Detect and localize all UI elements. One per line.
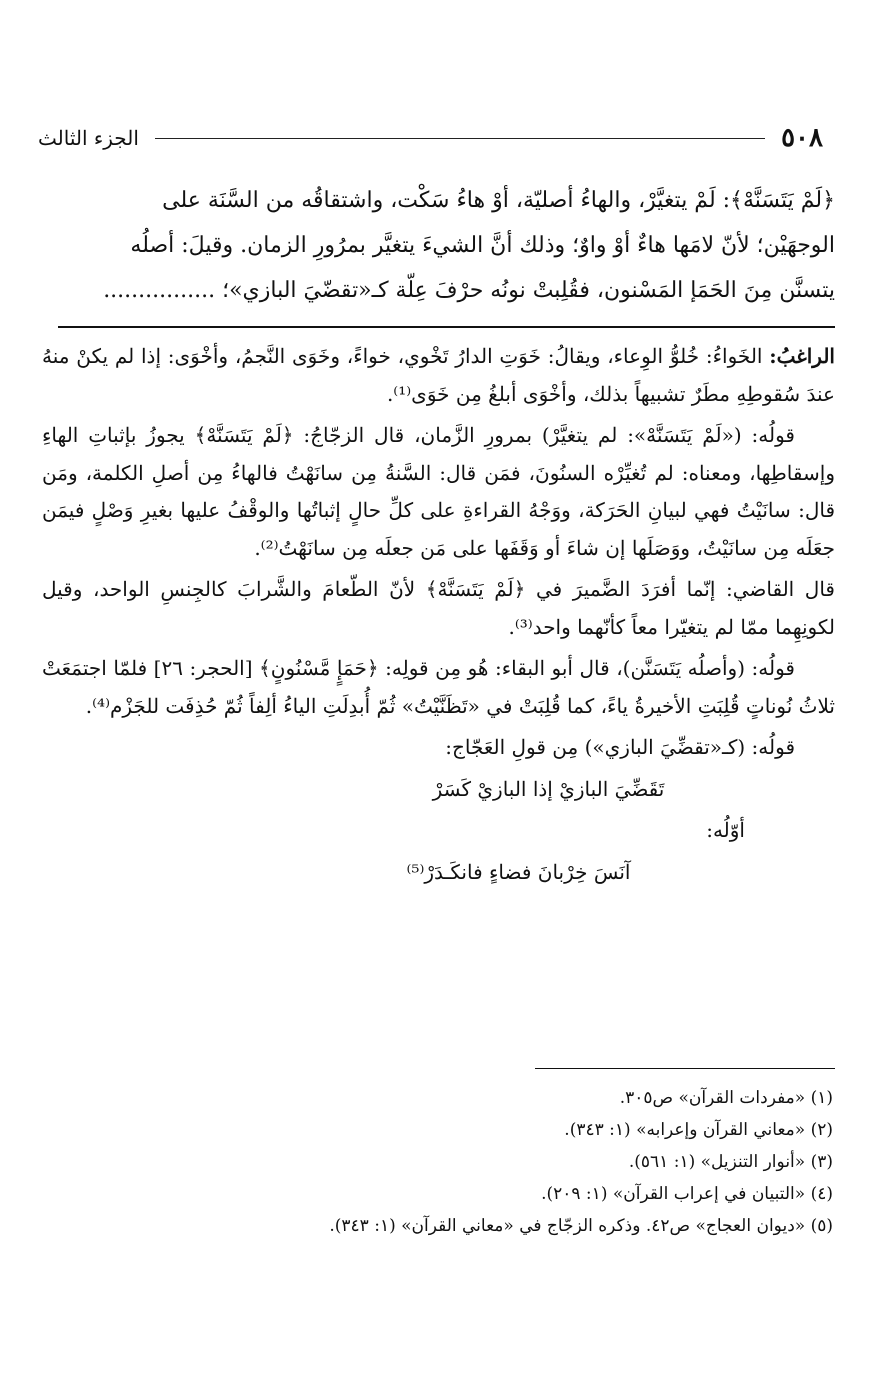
main-text-line: يتسنَّن مِنَ الحَمَإ المَسْنون، فقُلِبتْ نونُه حرْفَ عِلّة كـ«تقضّيَ البازي»؛ ................ bbox=[103, 278, 835, 303]
main-text bbox=[42, 178, 835, 313]
footnotes bbox=[42, 1082, 833, 1242]
footnote-divider bbox=[535, 1068, 835, 1069]
page-number: ٥٠٨ bbox=[781, 123, 823, 153]
footnote: (٢) «معاني القرآن وإعرابه» (١: ٣٤٣). bbox=[564, 1120, 833, 1140]
commentary bbox=[42, 338, 835, 895]
main-text-divider bbox=[58, 326, 835, 328]
footnote: (٣) «أنوار التنزيل» (١: ٥٦١). bbox=[628, 1152, 833, 1172]
commentary-paragraph: قولُه: (كـ«تقضِّيَ البازي») مِن قولِ العَجّاج: bbox=[445, 735, 795, 759]
part-title: الجزء الثالث bbox=[38, 126, 139, 150]
commentary-paragraph: قولُه: (وأصلُه يَتَسَنَّن)، قال أبو البقاء: هُو مِن قولِه: ﴿حَمَإٍ مَّسْنُونٍ﴾ [الحجر: ٢٦] فلمّا اجتمَعَتْ ثلاثُ نُوناتٍ قُلِبَتِ الأخيرةُ ياءً، كما قُلِبَتْ في «تَظَنَّيْتُ» ثُمّ أُبدِلَتِ الياءُ ألِفاً ثُمّ حُذِفَت للجَزْم⁽⁴⁾. bbox=[42, 656, 835, 718]
footnote: (١) «مفردات القرآن» ص٣٠٥. bbox=[619, 1088, 833, 1108]
poetry-verse: آنَسَ خِرْبانَ فضاءٍ فانكَـدَرْ⁽⁵⁾ bbox=[406, 859, 631, 884]
verse-intro: أوّلُه: bbox=[706, 818, 745, 842]
main-text-line: ﴿لَمْ يَتَسَنَّهْ﴾: لَمْ يتغيَّرْ، والهاءُ أصليّة، أوْ هاءُ سَكْت، واشتقاقُه من السَّنَة على bbox=[162, 188, 835, 213]
footnote: (٤) «التبيان في إعراب القرآن» (١: ٢٠٩). bbox=[541, 1184, 833, 1204]
commentary-paragraph bbox=[42, 338, 835, 413]
commentary-paragraph: قال القاضي: إنّما أفرَدَ الضَّميرَ في ﴿لَمْ يَتَسَنَّهْ﴾ لأنّ الطّعامَ والشَّرابَ كالجِنسِ الواحد، وقيل لكونِهِما ممّا لم يتغيّرا معاً كأنّهما واحد⁽³⁾. bbox=[42, 577, 835, 639]
footnote: (٥) «ديوان العجاج» ص٤٢. وذكره الزجّاج في «معاني القرآن» (١: ٣٤٣). bbox=[329, 1216, 833, 1236]
commentary-paragraph: قولُه: («لَمْ يَتَسَنَّهْ»: لم يتغيَّرْ) بمرورِ الزَّمان، قال الزجّاجُ: ﴿لَمْ يَتَسَنَّهْ﴾ يجوزُ بإثباتِ الهاءِ وإسقاطِها، ومعناه: لم تُغيِّرْه السنُونَ، فمَن قال: السَّنةُ مِن سانَهْتُ فالهاءُ مِن أصلِ الكلمة، ومَن قال: سانَيْتُ فهي لبيانِ الحَرَكة، ووَجْهُ القراءةِ على كلِّ حالٍ إثباتُها والوقْفُ عليها بغيرِ وَصْلٍ فيمَن جعَلَه مِن سانَيْتُ، ووَصَلَها إن شاءَ أو وَقَفَها على مَن جعلَه مِن سانَهْتُ⁽²⁾. bbox=[42, 423, 836, 560]
main-text-line: الوجهَيْن؛ لأنّ لامَها هاءٌ أوْ واوٌ؛ وذلك أنَّ الشيءَ يتغيَّر بمرُورِ الزمان. وقيلَ: أصلُه bbox=[130, 233, 835, 258]
commentary-text: الخَواءُ: خُلوُّ الوِعاء، ويقالُ: خَوَتِ الدارُ تَخْوي، خواءً، وخَوَى النَّجمُ، وأخْوَى: إذا لم يكنْ منهُ عندَ سُقوطِهِ مطَرٌ تشبيهاً بذلك، وأخْوَى أبلغُ مِن خَوَى⁽¹⁾. bbox=[42, 344, 835, 406]
header-rule bbox=[155, 138, 765, 139]
poetry-verse: تَقَضِّيَ البازيْ إذا البازيْ كَسَرْ bbox=[432, 776, 665, 801]
page-header bbox=[38, 118, 823, 158]
commentary-label: الراغبُ: bbox=[769, 344, 835, 368]
